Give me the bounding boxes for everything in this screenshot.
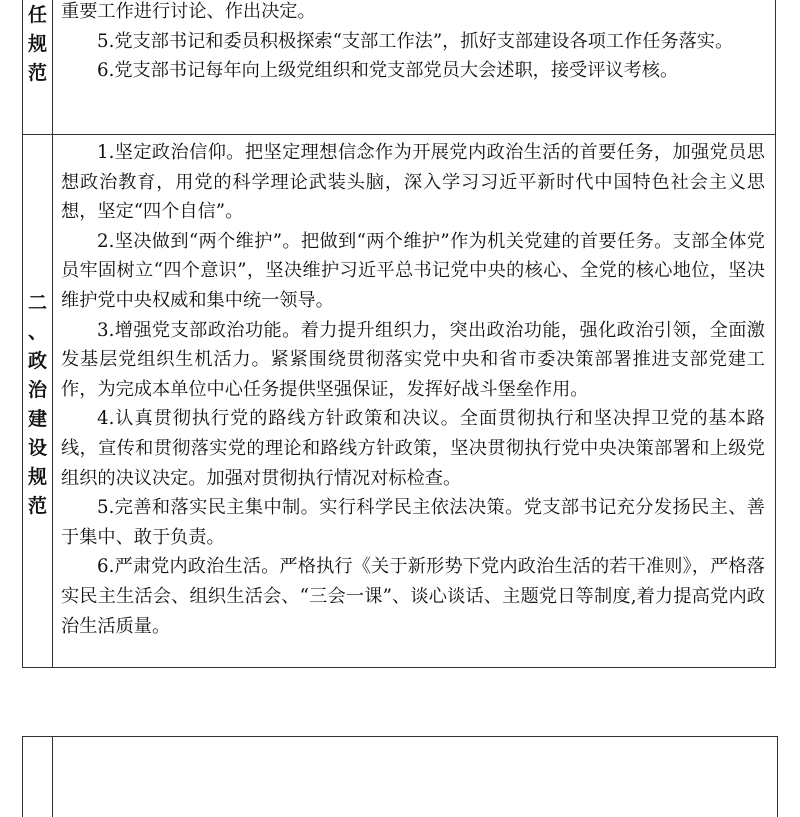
label-char: 、 <box>27 321 47 343</box>
paragraph: 1.坚定政治信仰。把坚定理想信念作为开展党内政治生活的首要任务，加强党员思想政治教育，用党的科学理论武装头脑，深入学习习近平新时代中国特色社会主义思想，坚定“四个自信”。 <box>61 142 765 223</box>
table-row-section-1 <box>22 0 776 135</box>
section-2-label <box>23 135 53 667</box>
section-2-content <box>53 135 775 667</box>
paragraph: 6.严肃党内政治生活。严格执行《关于新形势下党内政治生活的若干准则》，严格落实民主生活会、组织生活会、“三会一课”、谈心谈话、主题党日等制度,着力提高党内政治生活质量。 <box>61 556 765 637</box>
next-page-content-cell <box>53 737 777 817</box>
label-char: 规 <box>27 466 47 488</box>
label-char: 建 <box>27 408 47 430</box>
paragraph: 5.党支部书记和委员积极探索“支部工作法”，抓好支部建设各项工作任务落实。 <box>97 30 734 52</box>
section-1-label <box>23 0 53 134</box>
paragraph: 5.完善和落实民主集中制。实行科学民主依法决策。党支部书记充分发扬民主、善于集中、敢于负责。 <box>61 497 765 548</box>
label-char: 范 <box>27 495 47 517</box>
paragraph: 3.增强党支部政治功能。着力提升组织力，突出政治功能，强化政治引领，全面激发基层党组织生机活力。紧紧围绕贯彻落实党中央和省市委决策部署推进支部党建工作，为完成本单位中心任务提供坚强保证，发挥好战斗堡垒作用。 <box>61 319 765 400</box>
paragraph: 2.坚决做到“两个维护”。把做到“两个维护”作为机关党建的首要任务。支部全体党员牢固树立“四个意识”，坚决维护习近平总书记党中央的核心、全党的核心地位，坚决维护党中央权威和集中统一领导。 <box>61 230 765 311</box>
label-char: 任 <box>27 4 47 26</box>
document-table <box>22 0 776 668</box>
section-1-content <box>53 0 775 134</box>
label-char: 规 <box>27 33 47 55</box>
label-char: 设 <box>27 437 47 459</box>
paragraph: 重要工作进行讨论、作出决定。 <box>61 1 316 22</box>
table-row-next-page <box>22 736 778 817</box>
label-char: 治 <box>27 379 47 401</box>
paragraph: 4.认真贯彻执行党的路线方针政策和决议。全面贯彻执行和坚决捍卫党的基本路线，宣传和贯彻落实党的理论和路线方针政策，坚决贯彻执行党中央决策部署和上级党组织的决议决定。加强对贯彻执行情况对标检查。 <box>61 408 765 489</box>
label-char: 政 <box>27 350 47 372</box>
table-row-section-2 <box>22 135 776 668</box>
next-page-label-cell <box>23 737 53 817</box>
label-char: 范 <box>27 62 47 84</box>
paragraph: 6.党支部书记每年向上级党组织和党支部党员大会述职，接受评议考核。 <box>97 60 679 82</box>
label-char: 二 <box>27 292 47 314</box>
